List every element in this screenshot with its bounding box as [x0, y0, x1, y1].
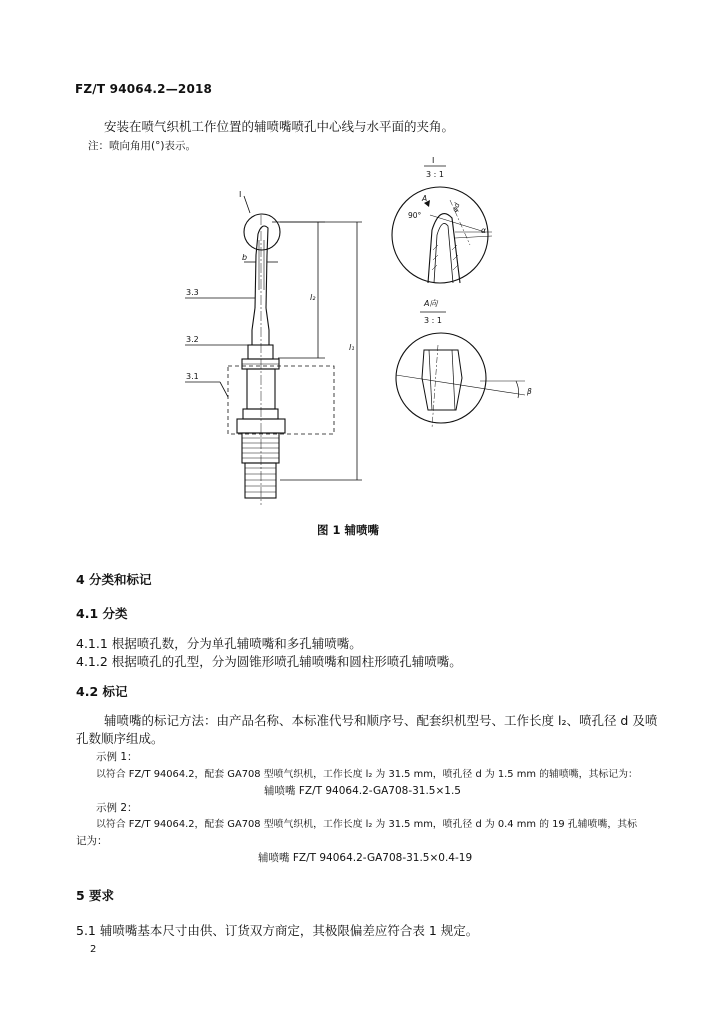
label-part-1: Ⅰ: [239, 190, 242, 199]
section-4-1-2: 4.1.2 根据喷孔的孔型，分为圆锥形喷孔辅喷嘴和圆柱形喷孔辅喷嘴。: [76, 654, 462, 669]
dimension-labels: [186, 190, 354, 381]
example-1-text: 以符合 FZ/T 94064.2，配套 GA708 型喷气织机，工作长度 l₂ 为 31.5 mm，喷孔径 d 为 1.5 mm 的辅喷嘴，其标记为：: [96, 769, 638, 780]
marking-line-1: 辅喷嘴的标记方法：由产品名称、本标准代号和顺序号、配套织机型号、工作长度 l₂、喷孔径 d 及喷: [104, 713, 658, 728]
section-4-1-1: 4.1.1 根据喷孔数，分为单孔辅喷嘴和多孔辅喷嘴。: [76, 636, 362, 651]
nozzle-tip: [256, 226, 268, 255]
view-title: A向: [424, 299, 438, 308]
figure-auxiliary-nozzle: [170, 150, 550, 515]
example-2-text-2: 记为：: [76, 835, 108, 847]
figure-caption: 图 1 辅喷嘴: [317, 523, 380, 537]
view-scale: 3 : 1: [424, 316, 442, 325]
detail-scale: 3 : 1: [426, 170, 444, 179]
detail-circle-large: [392, 187, 488, 283]
label-beta: β: [527, 387, 532, 396]
marking-line-2: 孔数顺序组成。: [76, 731, 164, 746]
section-4-title: 4 分类和标记: [76, 572, 152, 587]
label-A: A: [422, 194, 428, 203]
example-1-title: 示例 1：: [96, 751, 138, 763]
example-2-mark: 辅喷嘴 FZ/T 94064.2-GA708-31.5×0.4-19: [258, 852, 473, 864]
intro-note: 注：喷向角用(°)表示。: [88, 140, 196, 152]
label-l2: l₂: [310, 293, 316, 302]
section-4-1-title: 4.1 分类: [76, 606, 128, 621]
label-phi-d: φd: [450, 201, 462, 214]
label-part-3-2: 3.2: [186, 335, 199, 344]
label-part-3-3: 3.3: [186, 288, 199, 297]
section-4-2-title: 4.2 标记: [76, 684, 128, 699]
detail-circle: [244, 214, 280, 250]
label-part-3-1: 3.1: [186, 372, 199, 381]
dimension-lines: [185, 196, 362, 480]
angle-90-label: 90°: [408, 211, 422, 220]
section-5-1: 5.1 辅喷嘴基本尺寸由供、订货双方商定，其极限偏差应符合表 1 规定。: [76, 923, 479, 938]
detail-view-I: [392, 156, 492, 283]
example-2-title: 示例 2：: [96, 802, 138, 814]
page-number: 2: [90, 944, 97, 955]
label-b: b: [242, 253, 248, 262]
label-l1: l₁: [349, 343, 355, 352]
document-code: FZ/T 94064.2—2018: [75, 82, 213, 96]
detail-title: Ⅰ: [432, 156, 435, 165]
example-1-mark: 辅喷嘴 FZ/T 94064.2-GA708-31.5×1.5: [264, 785, 461, 797]
view-A: [396, 299, 532, 428]
example-2-text-1: 以符合 FZ/T 94064.2，配套 GA708 型喷气织机，工作长度 l₂ 为 31.5 mm，喷孔径 d 为 0.4 mm 的 19 孔辅喷嘴，其标: [96, 819, 637, 830]
intro-line: 安装在喷气织机工作位置的辅喷嘴喷孔中心线与水平面的夹角。: [104, 119, 455, 134]
label-alpha: α: [481, 226, 486, 235]
section-5-title: 5 要求: [76, 888, 115, 903]
